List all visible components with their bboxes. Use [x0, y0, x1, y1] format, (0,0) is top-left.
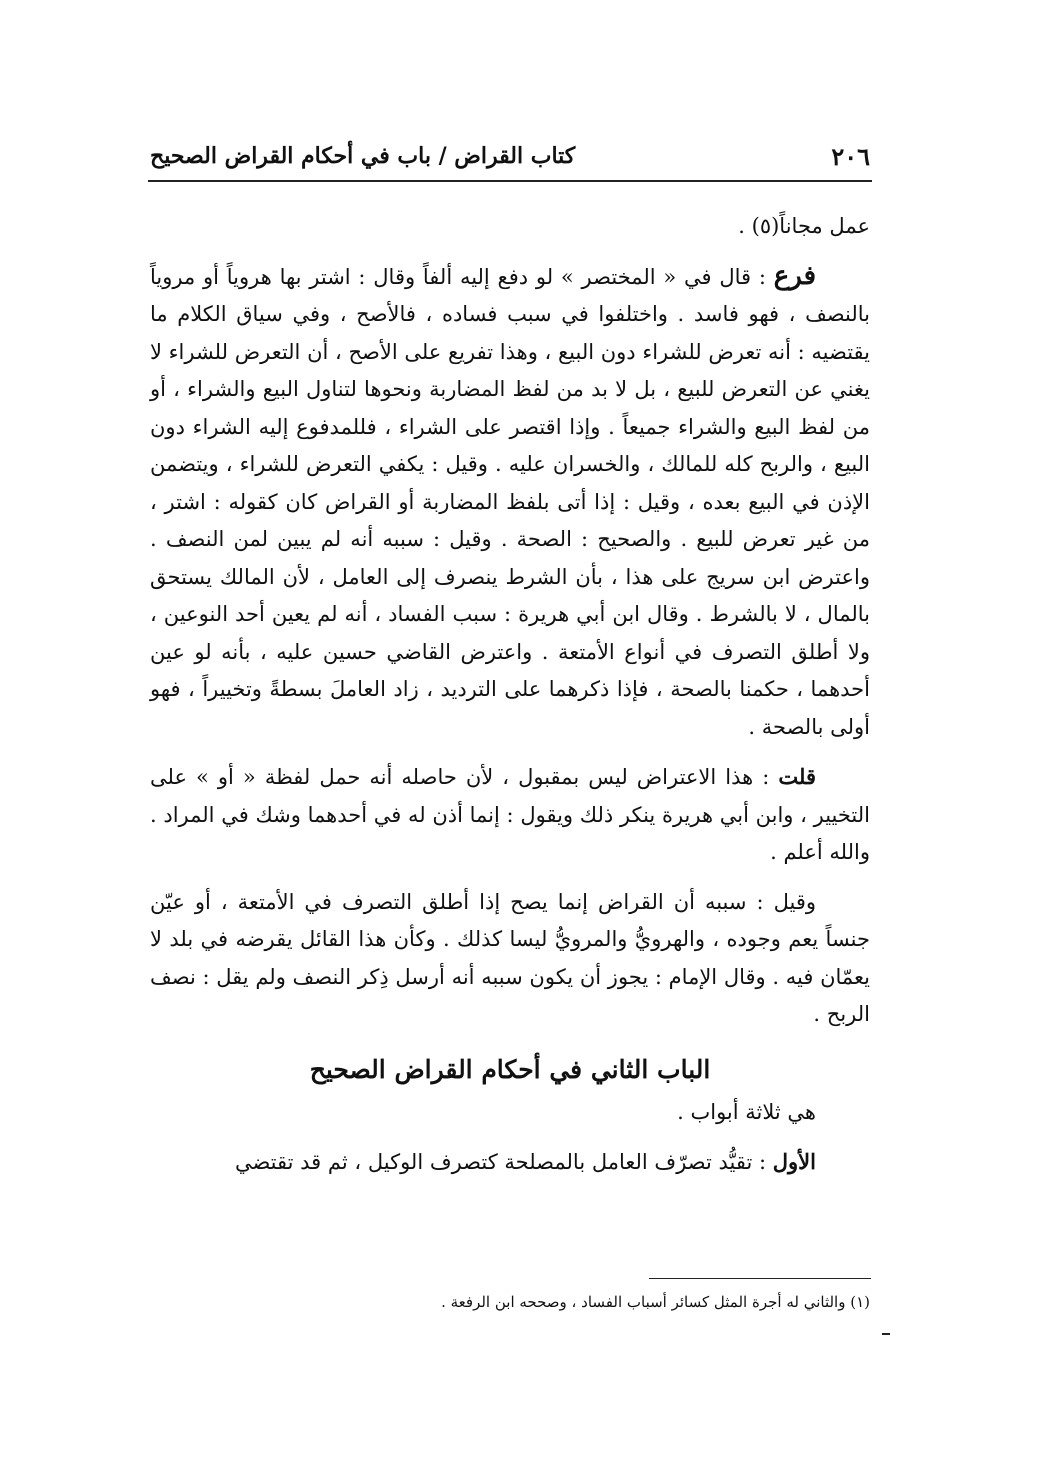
page-number: ٢٠٦	[831, 141, 870, 171]
branch-label: فرع	[773, 260, 816, 291]
branch-text: : قال في « المختصر » لو دفع إليه ألفاً وقال : اشتر بها هروياً أو مروياً بالنصف ، فهو فاسد . واختلفوا في سبب فساده ، فالأصح ، وفي سياق الكلام ما يقتضيه : أنه تعرض للشراء دون البيع ، وهذا تفريع على الأصح ، أن التعرض للشراء لا يغني عن التعرض للبيع ، بل لا بد من لفظ المضاربة ونحوها لتناول البيع والشراء ، أو من لفظ البيع والشراء جميعاً . وإذا اقتصر على الشراء ، فللمدفوع إليه الشراء دون البيع ، والربح كله للمالك ، والخسران عليه . وقيل : يكفي التعرض للشراء ، ويتضمن الإذن في البيع بعده ، وقيل : إذا أتى بلفظ المضاربة أو القراض كان كقوله : اشتر ، من غير تعرض للبيع . والصحيح : الصحة . وقيل : سببه أنه لم يبين لمن النصف . واعترض ابن سريج على هذا ، بأن الشرط ينصرف إلى العامل ، لأن المالك يستحق بالمال ، لا بالشرط . وقال ابن أبي هريرة : سبب الفساد ، أنه لم يعين أحد النوعين ، ولا أطلق التصرف في أنواع الأمتعة . واعترض القاضي حسين عليه ، بأنه لو عين أحدهما ، حكمنا بالصحة ، فإذا ذكرهما على الترديد ، زاد العاملَ بسطةً وتخييراً ، فهو أولى بالصحة .	[150, 264, 870, 739]
main-text	[150, 208, 870, 1182]
header-rule	[148, 180, 872, 182]
first-label: الأول	[772, 1149, 816, 1174]
paragraph-branch	[150, 258, 870, 747]
running-title: كتاب القراض / باب في أحكام القراض الصحيح	[150, 143, 576, 169]
footnote-rule	[649, 1278, 871, 1279]
paragraph-first	[150, 1143, 870, 1182]
paragraph-intro: هي ثلاثة أبواب .	[677, 1099, 816, 1124]
footnote: (١) والثاني له أجرة المثل كسائر أسباب الفساد ، وصححه ابن الرفعة .	[441, 1293, 870, 1311]
paragraph-opinion: وقيل : سببه أن القراض إنما يصح إذا أطلق التصرف في الأمتعة ، أو عيّن جنساً يعم وجوده ، والهرويُّ والمرويُّ ليسا كذلك . وكأن هذا القائل يقرضه في بلد لا يعمّان فيه . وقال الإمام : يجوز أن يكون سببه أنه أرسل ذِكر النصف ولم يقل : نصف الربح .	[150, 889, 870, 1026]
first-text: : تقيُّد تصرّف العامل بالمصلحة كتصرف الوكيل ، ثم قد تقتضي	[234, 1150, 773, 1174]
chapter-heading: الباب الثاني في أحكام القراض الصحيح	[309, 1054, 711, 1084]
paragraph-continuation: عمل مجاناً(٥) .	[738, 214, 870, 238]
note-text: : هذا الاعتراض ليس بمقبول ، لأن حاصله أنه حمل لفظة « أو » على التخيير ، وابن أبي هريرة ينكر ذلك ويقول : إنما أذن له في أحدهما وشك في المراد . والله أعلم .	[150, 765, 870, 864]
note-label: قلت	[778, 764, 816, 789]
page-header	[150, 138, 870, 174]
margin-mark	[882, 1333, 890, 1335]
paragraph-note	[150, 758, 870, 872]
